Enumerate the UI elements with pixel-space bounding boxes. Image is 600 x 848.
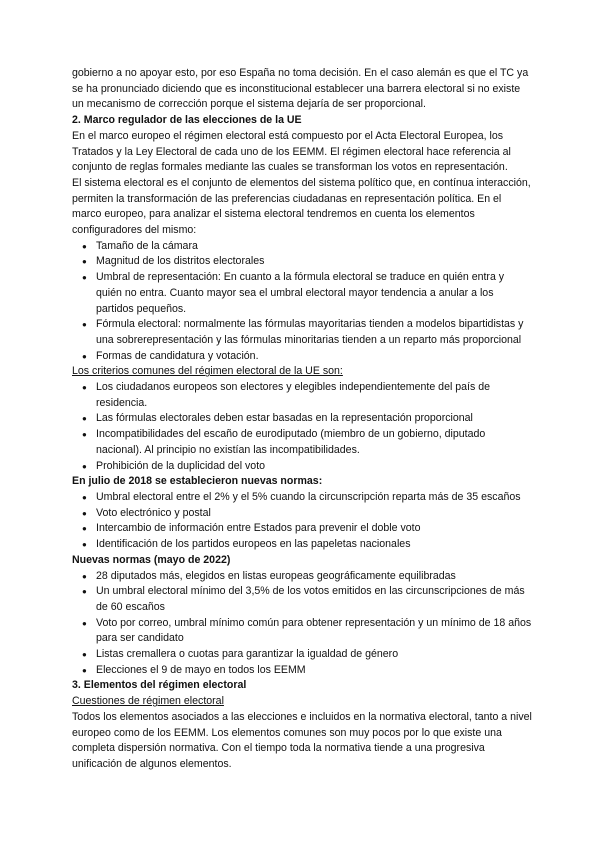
section-2-paragraph-1: En el marco europeo el régimen electoral está compuesto por el Acta Electoral Europea, los Tratados y la Ley Electoral de cada uno de los EEMM. El régimen electoral hace referencia al conjunto de reglas formales mediante las cuales se transforman los votos en representación. bbox=[72, 129, 511, 174]
list-item: ● Voto electrónico y postal bbox=[72, 506, 532, 522]
list-item: ● Fórmula electoral: normalmente las fórmulas mayoritarias tienden a modelos bipartidistas y una sobrerepresentación y las fórmulas minoritarias tienden a un reparto más proporcional bbox=[72, 317, 532, 348]
list-item: ● Formas de candidatura y votación. bbox=[72, 349, 532, 365]
criteria-list bbox=[72, 380, 532, 474]
norms-2022-list bbox=[72, 569, 532, 679]
list-item: ● Prohibición de la duplicidad del voto bbox=[72, 459, 532, 475]
list-item: ● Los ciudadanos europeos son electores y elegibles independientemente del país de residencia. bbox=[72, 380, 532, 411]
list-item: ● Voto por correo, umbral mínimo común para obtener representación y un mínimo de 18 años para ser candidato bbox=[72, 616, 532, 647]
list-item: ● Un umbral electoral mínimo del 3,5% de los votos emitidos en las circunscripciones de más de 60 escaños bbox=[72, 584, 532, 615]
list-item: ● Intercambio de información entre Estados para prevenir el doble voto bbox=[72, 521, 532, 537]
section-3-heading: 3. Elementos del régimen electoral bbox=[72, 679, 247, 692]
document-page bbox=[72, 66, 532, 773]
norms-2018-list bbox=[72, 490, 532, 553]
list-item: ● Las fórmulas electorales deben estar basadas en la representación proporcional bbox=[72, 411, 532, 427]
list-item: ● Magnitud de los distritos electorales bbox=[72, 254, 532, 270]
list-item: ● Tamaño de la cámara bbox=[72, 239, 532, 255]
list-item: ● 28 diputados más, elegidos en listas europeas geográficamente equilibradas bbox=[72, 569, 532, 585]
section-3-subheading: Cuestiones de régimen electoral bbox=[72, 695, 224, 708]
list-item: ● Elecciones el 9 de mayo en todos los EEMM bbox=[72, 663, 532, 679]
intro-paragraph: gobierno a no apoyar esto, por eso España no toma decisión. En el caso alemán es que el TC ya se ha pronunciado diciendo que es inconstitucional establecer una barrera electoral si no existe un mecanismo de corrección porque el sistema dejaría de ser proporcional. bbox=[72, 67, 529, 111]
list-item: ● Listas cremallera o cuotas para garantizar la igualdad de género bbox=[72, 647, 532, 663]
list-item: ● Umbral electoral entre el 2% y el 5% cuando la circunscripción reparta más de 35 escaños bbox=[72, 490, 532, 506]
criteria-heading: Los criterios comunes del régimen electoral de la UE son: bbox=[72, 365, 343, 378]
list-item: ● Incompatibilidades del escaño de eurodiputado (miembro de un gobierno, diputado nacional). Al principio no existían las incompatibilidades. bbox=[72, 427, 532, 458]
list-item: ● Identificación de los partidos europeos en las papeletas nacionales bbox=[72, 537, 532, 553]
elements-list bbox=[72, 239, 532, 365]
section-2-heading: 2. Marco regulador de las elecciones de la UE bbox=[72, 114, 302, 127]
norms-2018-heading: En julio de 2018 se establecieron nuevas normas: bbox=[72, 475, 323, 488]
list-item: ● Umbral de representación: En cuanto a la fórmula electoral se traduce en quién entra y quién no entra. Cuanto mayor sea el umbral electoral mayor tendencia a anular a los partidos pequeños. bbox=[72, 270, 532, 317]
section-3-paragraph-1: Todos los elementos asociados a las elecciones e incluidos en la normativa electoral, tanto a nivel europeo como de los EEMM. Los elementos comunes son muy pocos por lo que existe una completa dispersión normativa. Con el tiempo toda la normativa tiende a una progresiva unificación de algunos elementos. bbox=[72, 710, 532, 770]
section-2-paragraph-2: El sistema electoral es el conjunto de elementos del sistema político que, en contínua interacción, permiten la transformación de las preferencias ciudadanas en representación política. En el marco europeo, para analizar el sistema electoral tendremos en cuenta los elementos configuradores del mismo: bbox=[72, 176, 531, 237]
norms-2022-heading: Nuevas normas (mayo de 2022) bbox=[72, 553, 231, 566]
